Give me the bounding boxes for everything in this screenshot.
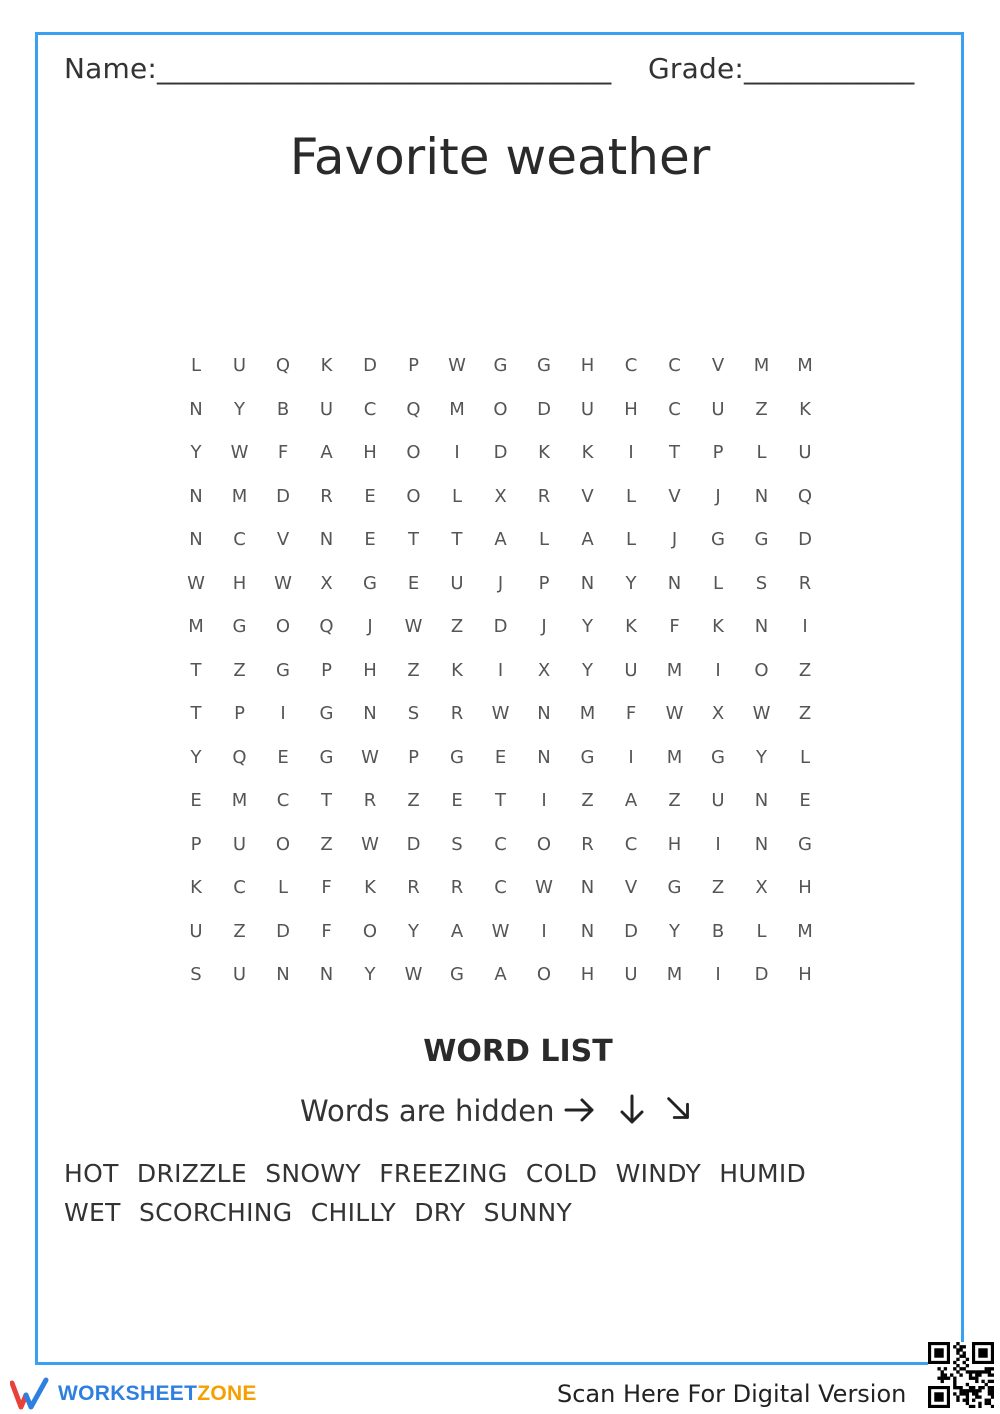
grid-letter: I (454, 442, 460, 463)
grid-letter: D (493, 442, 508, 463)
grid-letter: X (320, 572, 333, 594)
grid-letter: H (667, 833, 682, 855)
grid-letter: S (755, 572, 768, 594)
grid-letter: K (320, 355, 333, 376)
grid-letter: T (321, 790, 332, 811)
grid-letter: D (493, 616, 508, 637)
grid-letter: E (190, 790, 202, 811)
grid-letter: T (495, 790, 506, 811)
grid-letter: I (628, 442, 634, 463)
grid-letter: N (319, 964, 334, 985)
grid-letter: I (541, 790, 547, 811)
grid-letter: W (404, 616, 423, 637)
grid-letter: M (666, 659, 683, 681)
grid-letter: N (754, 616, 769, 637)
word-list (64, 1154, 864, 1232)
grid-letter: B (711, 920, 725, 942)
grid-letter: J (671, 529, 678, 550)
grid-letter: Z (581, 790, 594, 811)
grid-letter: M (666, 964, 683, 985)
grid-letter: C (233, 529, 246, 550)
grid-letter: D (798, 529, 812, 550)
worksheetzone-logo-icon (10, 1377, 50, 1411)
grid-letter: N (363, 703, 377, 724)
grid-letter: C (624, 355, 638, 376)
grid-letter: T (190, 703, 202, 724)
grid-letter: H (363, 442, 377, 463)
grid-letter: H (798, 877, 812, 898)
grid-letter: U (319, 398, 334, 420)
grid-letter: D (754, 964, 769, 985)
grid-letter: Z (450, 616, 464, 637)
grid-letter: C (668, 398, 681, 420)
grid-letter: Z (668, 790, 681, 811)
grid-letter: F (321, 920, 332, 942)
qr-code-icon (928, 1342, 994, 1408)
grid-letter: V (668, 485, 681, 507)
grid-letter: A (494, 529, 507, 550)
grid-letter: S (190, 964, 202, 985)
grid-letter: O (406, 485, 421, 507)
word-list-item: SCORCHING (138, 1198, 293, 1227)
grid-letter: C (668, 355, 681, 376)
grid-letter: G (754, 529, 769, 550)
grid-letter: U (580, 398, 595, 420)
grid-letter: G (319, 703, 334, 724)
grid-letter: P (234, 703, 245, 724)
grid-letter: L (799, 746, 811, 768)
grid-letter: K (712, 616, 724, 637)
arrow-down-right-icon (662, 1092, 696, 1126)
grid-letter: G (798, 833, 812, 855)
grid-letter: U (798, 442, 812, 463)
grid-letter: C (624, 833, 638, 855)
grid-letter: W (491, 920, 510, 942)
word-list-item: CHILLY (310, 1198, 396, 1227)
grid-letter: A (581, 529, 594, 550)
grid-letter: V (581, 485, 594, 507)
grid-letter: X (494, 485, 507, 507)
grid-letter: S (407, 703, 420, 724)
arrow-down-icon (614, 1092, 650, 1128)
scan-instruction: Scan Here For Digital Version (557, 1380, 907, 1408)
grid-letter: L (756, 442, 767, 463)
grid-letter: O (536, 833, 552, 855)
grid-letter: G (537, 355, 551, 376)
grid-letter: K (581, 442, 594, 463)
grid-letter: Z (320, 833, 333, 855)
grid-letter: W (404, 964, 423, 985)
grid-letter: U (711, 790, 725, 811)
word-list-item: HUMID (719, 1159, 807, 1188)
grid-letter: O (362, 920, 378, 942)
grid-letter: T (669, 442, 680, 463)
grid-letter: P (408, 746, 419, 768)
grid-letter: Z (407, 790, 420, 811)
grid-letter: Y (756, 746, 767, 768)
grid-letter: L (756, 920, 767, 942)
grid-letter: R (798, 572, 812, 594)
grid-letter: G (711, 746, 725, 768)
grid-letter: H (580, 964, 595, 985)
grid-letter: Y (190, 746, 202, 768)
word-list-item: DRY (414, 1198, 466, 1227)
word-list-item: WINDY (615, 1159, 702, 1188)
grid-letter: O (493, 398, 508, 420)
grid-letter: M (231, 485, 248, 507)
grid-letter: T (190, 659, 202, 681)
grid-letter: N (319, 529, 334, 550)
grid-letter: L (190, 355, 202, 376)
grid-letter: U (232, 833, 247, 855)
grid-letter: A (624, 790, 638, 811)
grid-letter: E (364, 485, 376, 507)
grid-letter: O (406, 442, 421, 463)
grid-letter: F (321, 877, 332, 898)
arrow-right-icon (562, 1092, 598, 1128)
grade-label: Grade:____________ (648, 52, 915, 85)
grid-letter: W (448, 355, 466, 376)
grid-letter: C (363, 398, 377, 420)
grid-letter: D (363, 355, 377, 376)
grid-letter: R (581, 833, 594, 855)
grid-letter: Q (406, 398, 421, 420)
grid-letter: Z (711, 877, 725, 898)
grid-letter: I (715, 833, 721, 855)
grid-letter: N (754, 790, 769, 811)
grid-letter: V (711, 355, 725, 376)
grid-letter: Y (669, 920, 680, 942)
grid-letter: Y (364, 964, 376, 985)
grid-letter: L (277, 877, 289, 898)
grid-letter: E (799, 790, 811, 811)
grid-letter: Q (797, 485, 813, 507)
grid-letter: Y (190, 442, 202, 463)
grid-letter: L (712, 572, 724, 594)
grid-letter: I (280, 703, 286, 724)
word-list-item: DRIZZLE (136, 1159, 247, 1188)
grid-letter: R (407, 877, 420, 898)
grid-letter: Z (798, 703, 812, 724)
grid-letter: X (537, 659, 551, 681)
grid-letter: P (408, 355, 419, 376)
grid-letter: P (190, 833, 202, 855)
grid-letter: U (624, 659, 638, 681)
grid-letter: G (580, 746, 595, 768)
grid-letter: N (580, 572, 595, 594)
grid-letter: D (276, 920, 290, 942)
grid-letter: O (754, 659, 769, 681)
grid-letter: C (494, 833, 507, 855)
grid-letter: I (715, 659, 721, 681)
grid-letter: W (361, 833, 379, 855)
grid-letter: Y (234, 398, 245, 420)
grid-letter: C (494, 877, 507, 898)
grid-letter: R (450, 703, 464, 724)
grid-letter: V (624, 877, 638, 898)
grid-letter: O (536, 964, 552, 985)
word-list-item: FREEZING (379, 1159, 508, 1188)
grid-letter: G (493, 355, 508, 376)
page-title: Favorite weather (289, 128, 711, 186)
grid-letter: P (712, 442, 724, 463)
grid-letter: N (189, 398, 203, 420)
grid-letter: N (754, 833, 769, 855)
grid-letter: U (624, 964, 638, 985)
grid-letter: U (711, 398, 725, 420)
grid-letter: W (535, 877, 553, 898)
grid-letter: N (537, 746, 551, 768)
grid-letter: D (624, 920, 638, 942)
grid-letter: Z (755, 398, 768, 420)
grid-letter: U (189, 920, 203, 942)
grid-letter: M (449, 398, 465, 420)
word-list-item: WET (64, 1198, 121, 1227)
word-list-item: SUNNY (483, 1198, 573, 1227)
grid-letter: Q (275, 355, 291, 376)
grid-letter: H (363, 659, 377, 681)
grid-letter: V (276, 529, 290, 550)
grid-letter: G (711, 529, 725, 550)
grid-letter: R (450, 877, 464, 898)
grid-letter: R (537, 485, 551, 507)
grid-letter: O (275, 616, 291, 637)
direction-hint: Words are hidden (300, 1094, 555, 1128)
grid-letter: A (450, 920, 464, 942)
grid-letter: H (798, 964, 812, 985)
grid-letter: N (667, 572, 682, 594)
grid-letter: G (450, 964, 464, 985)
grid-letter: N (189, 485, 203, 507)
grid-letter: Y (582, 659, 593, 681)
grid-letter: K (364, 877, 376, 898)
grid-letter: S (451, 833, 463, 855)
grid-letter: B (276, 398, 290, 420)
grid-letter: Q (319, 616, 334, 637)
grid-letter: K (451, 659, 463, 681)
grid-letter: T (451, 529, 463, 550)
word-list-item: HOT (64, 1159, 119, 1188)
grid-letter: M (188, 616, 204, 637)
grid-letter: Z (798, 659, 812, 681)
grid-letter: M (797, 355, 813, 376)
grid-letter: F (277, 442, 289, 463)
grid-letter: W (230, 442, 249, 463)
grid-letter: M (797, 920, 813, 942)
grid-letter: D (406, 833, 421, 855)
grid-letter: N (189, 529, 203, 550)
grid-letter: O (275, 833, 291, 855)
brand-name-worksheet: WORKSHEET (58, 1382, 198, 1405)
grid-letter: G (232, 616, 247, 637)
grid-letter: R (320, 485, 333, 507)
grid-letter: G (667, 877, 682, 898)
grid-letter: J (367, 616, 373, 637)
grid-letter: U (450, 572, 464, 594)
grid-letter: J (497, 572, 504, 594)
grid-letter: L (625, 529, 637, 550)
grid-letter: W (274, 572, 292, 594)
grid-letter: Y (625, 572, 637, 594)
brand-logo (10, 1376, 257, 1412)
grid-letter: I (497, 659, 504, 681)
grid-letter: K (538, 442, 550, 463)
grid-letter: G (450, 746, 464, 768)
grid-letter: H (624, 398, 638, 420)
grid-letter: W (752, 703, 771, 724)
grid-letter: M (231, 790, 248, 811)
name-label: Name:________________________________ (64, 52, 612, 85)
grid-letter: N (580, 877, 595, 898)
grid-letter: R (363, 790, 377, 811)
grid-letter: L (451, 485, 463, 507)
grid-letter: M (579, 703, 596, 724)
grid-letter: E (277, 746, 289, 768)
grid-letter: P (321, 659, 332, 681)
grid-letter: U (232, 964, 247, 985)
grid-letter: W (361, 746, 379, 768)
grid-letter: N (537, 703, 551, 724)
grid-letter: G (276, 659, 290, 681)
grid-letter: G (363, 572, 377, 594)
grid-letter: H (232, 572, 247, 594)
grid-letter: E (407, 572, 420, 594)
grid-letter: P (538, 572, 550, 594)
word-list-title: WORD LIST (423, 1034, 613, 1069)
grid-letter: Z (233, 920, 246, 942)
grid-letter: E (364, 529, 376, 550)
grid-letter: I (628, 746, 634, 768)
grid-letter: N (580, 920, 595, 942)
grid-letter: Y (408, 920, 419, 942)
grid-letter: W (491, 703, 510, 724)
grid-letter: I (802, 616, 808, 637)
grid-letter: Q (232, 746, 247, 768)
grid-letter: D (276, 485, 290, 507)
grid-letter: C (233, 877, 246, 898)
grid-letter: A (320, 442, 333, 463)
grid-letter: F (625, 703, 637, 724)
grid-letter: X (711, 703, 725, 724)
grid-letter: C (276, 790, 290, 811)
grid-letter: F (669, 616, 680, 637)
grid-letter: W (665, 703, 684, 724)
grid-letter: J (541, 616, 547, 637)
grid-letter: A (494, 964, 507, 985)
grid-letter: L (538, 529, 550, 550)
grid-letter: U (232, 355, 247, 376)
grid-letter: D (537, 398, 551, 420)
grid-letter: I (715, 964, 721, 985)
grid-letter: J (715, 485, 721, 507)
grid-letter: L (625, 485, 637, 507)
word-list-item: SNOWY (265, 1159, 361, 1188)
grid-letter: X (755, 877, 768, 898)
grid-letter: E (451, 790, 463, 811)
grid-letter: M (666, 746, 683, 768)
brand-name-zone: ZONE (197, 1382, 257, 1405)
grid-letter: K (625, 616, 637, 637)
grid-letter: W (187, 572, 205, 594)
word-list-item: COLD (525, 1159, 598, 1188)
grid-letter: M (753, 355, 770, 376)
grid-letter: Z (233, 659, 246, 681)
grid-letter: Z (407, 659, 420, 681)
grid-letter: I (541, 920, 547, 942)
grid-letter: K (190, 877, 202, 898)
grid-letter: H (580, 355, 595, 376)
grid-letter: N (754, 485, 769, 507)
grid-letter: Y (582, 616, 593, 637)
grid-letter: N (276, 964, 290, 985)
grid-letter: K (799, 398, 811, 420)
grid-letter: G (319, 746, 334, 768)
grid-letter: E (494, 746, 507, 768)
grid-letter: T (408, 529, 419, 550)
